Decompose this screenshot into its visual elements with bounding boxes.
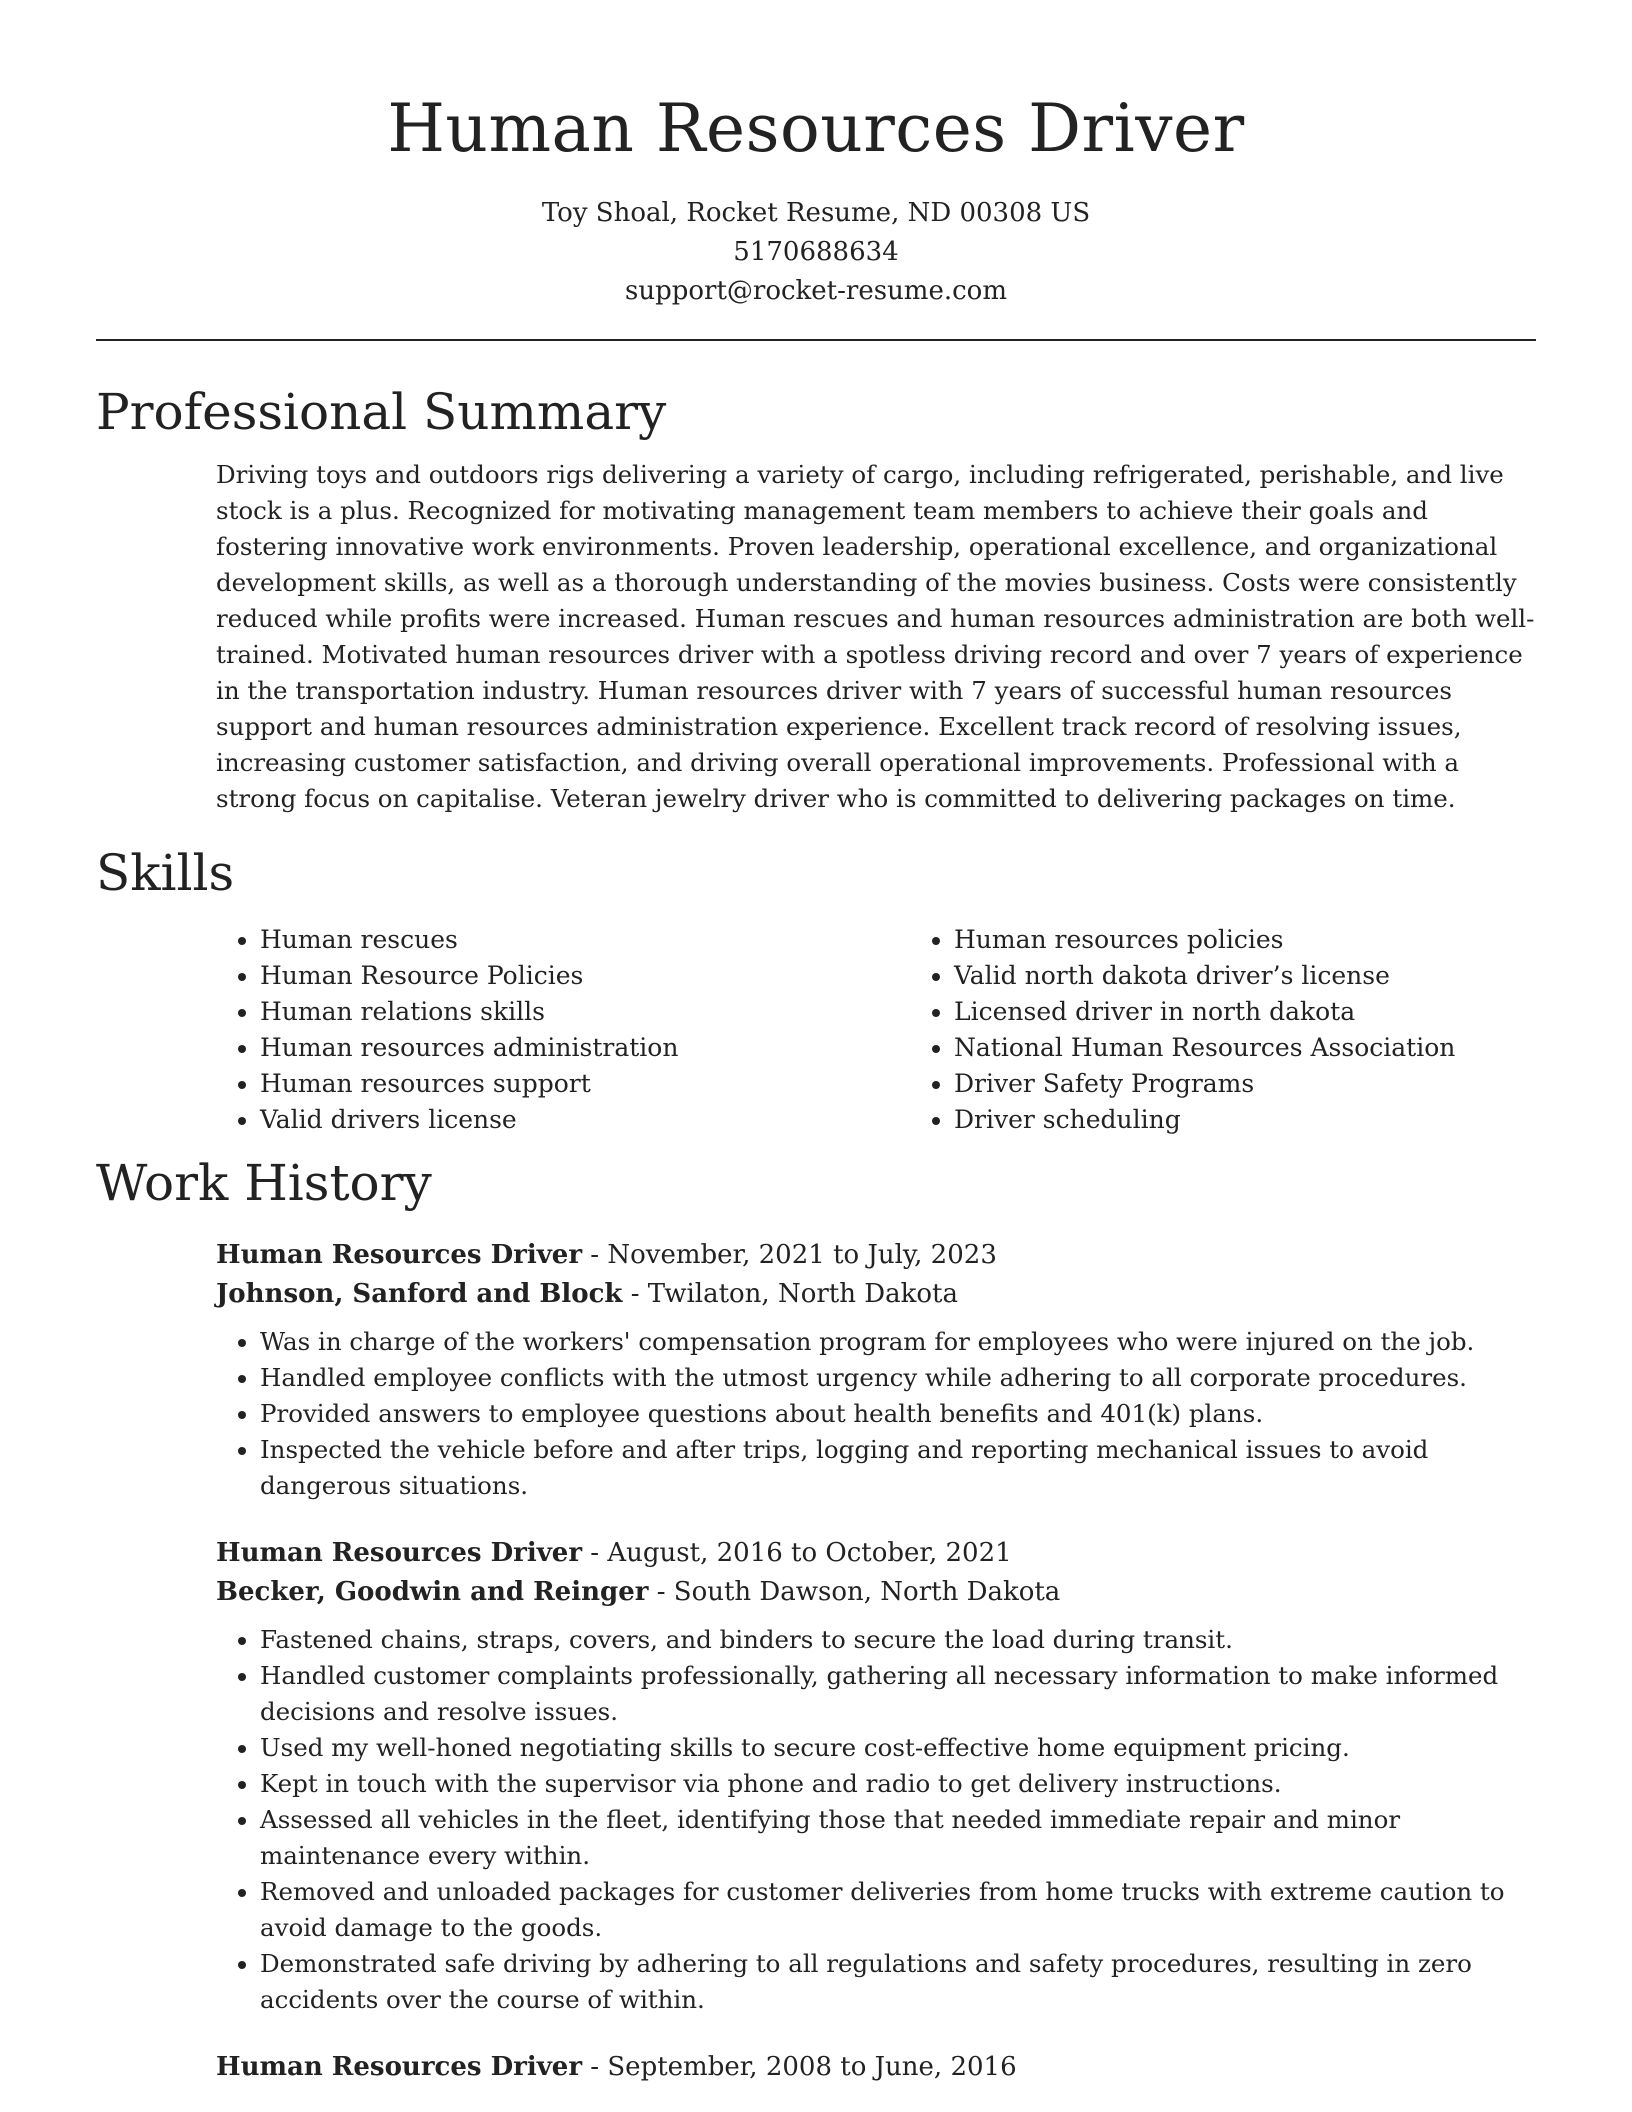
skills-list-right [910,922,1536,1138]
job-bullet: • Fastened chains, straps, covers, and binders to secure the load during transit. [260,1622,1536,1658]
job-bullet: • Inspected the vehicle before and after trips, logging and reporting mechanical issues to avoid dangerous situations. [260,1432,1536,1504]
job-entry [216,1534,1536,2018]
job-company: Johnson, Sanford and Block [216,1278,623,1309]
job-bullet: • Assessed all vehicles in the fleet, identifying those that needed immediate repair and minor maintenance every within. [260,1802,1536,1874]
skill-item: • Driver Safety Programs [954,1066,1536,1102]
skill-item: • Human resources policies [954,922,1536,958]
job-title: Human Resources Driver [216,2051,583,2082]
skills-section [96,842,1536,1138]
job-company-line [216,1275,1536,1314]
contact-address: Toy Shoal, Rocket Resume, ND 00308 US [541,198,1091,228]
resume-header [96,0,1536,311]
job-bullet: • Used my well-honed negotiating skills to secure cost-effective home equipment pricing. [260,1730,1536,1766]
summary-section [96,381,1536,817]
skill-item: • Human resources administration [260,1030,910,1066]
job-title: Human Resources Driver [216,1537,583,1568]
skills-list-left [216,922,910,1138]
separator: - [582,2051,608,2082]
job-bullets [216,1324,1536,1504]
job-dates: August, 2016 to October, 2021 [607,1537,1012,1568]
header-divider [96,339,1536,341]
separator: - [582,1537,608,1568]
resume-name: Human Resources Driver [387,90,1245,167]
resume-page [96,0,1536,2087]
job-dates: September, 2008 to June, 2016 [607,2051,1017,2082]
job-title: Human Resources Driver [216,1239,583,1270]
job-bullet: • Removed and unloaded packages for customer deliveries from home trucks with extreme caution to avoid damage to the goods. [260,1874,1536,1946]
separator: - [648,1576,674,1607]
job-title-line [216,2048,1536,2087]
job-bullet: • Handled customer complaints professionally, gathering all necessary information to make informed decisions and resolve issues. [260,1658,1536,1730]
work-history-section [96,1152,1536,2087]
contact-block [96,194,1536,311]
job-bullet: • Was in charge of the workers' compensation program for employees who were injured on the job. [260,1324,1536,1360]
skill-item: • Driver scheduling [954,1102,1536,1138]
summary-heading: Professional Summary [96,383,667,441]
skill-item: • Human rescues [260,922,910,958]
job-location: South Dawson, North Dakota [673,1576,1061,1607]
job-bullet: • Handled employee conflicts with the utmost urgency while adhering to all corporate procedures. [260,1360,1536,1396]
skills-columns [216,922,1536,1138]
job-bullet: • Demonstrated safe driving by adhering to all regulations and safety procedures, resulting in zero accidents over the course of within. [260,1946,1536,2018]
job-bullets [216,1622,1536,2018]
skill-item: • Valid drivers license [260,1102,910,1138]
skill-item: • Licensed driver in north dakota [954,994,1536,1030]
job-title-line [216,1236,1536,1275]
work-history-heading: Work History [96,1153,432,1212]
job-location: Twilaton, North Dakota [647,1278,958,1309]
job-title-line [216,1534,1536,1573]
job-entry [216,2048,1536,2087]
job-company-line [216,1573,1536,1612]
skills-heading: Skills [96,843,235,902]
separator: - [622,1278,648,1309]
job-company: Becker, Goodwin and Reinger [216,1576,649,1607]
skill-item: • Human resources support [260,1066,910,1102]
job-bullet: • Provided answers to employee questions about health benefits and 401(k) plans. [260,1396,1536,1432]
skill-item: • National Human Resources Association [954,1030,1536,1066]
contact-email: support@rocket-resume.com [624,276,1007,306]
skill-item: • Valid north dakota driver’s license [954,958,1536,994]
job-bullet: • Kept in touch with the supervisor via phone and radio to get delivery instructions. [260,1766,1536,1802]
contact-phone: 5170688634 [733,237,899,267]
summary-text: Driving toys and outdoors rigs delivering a variety of cargo, including refrigerated, perishable, and live stock is a plus. Recognized for motivating management team members to achieve their goals and fostering innovative work environments. Proven leadership, operational excellence, and organizational development skills, as well as a thorough understanding of the movies business. Costs were consistently reduced while profits were increased. Human rescues and human resources administration are both well-trained. Motivated human resources driver with a spotless driving record and over 7 years of experience in the transportation industry. Human resources driver with 7 years of successful human resources support and human resources administration experience. Excellent track record of resolving issues, increasing customer satisfaction, and driving overall operational improvements. Professional with a strong focus on capitalise. Veteran jewelry driver who is committed to delivering packages on time. [216,460,1535,813]
separator: - [582,1239,608,1270]
skill-item: • Human Resource Policies [260,958,910,994]
skill-item: • Human relations skills [260,994,910,1030]
job-entry [216,1236,1536,1504]
job-dates: November, 2021 to July, 2023 [607,1239,997,1270]
